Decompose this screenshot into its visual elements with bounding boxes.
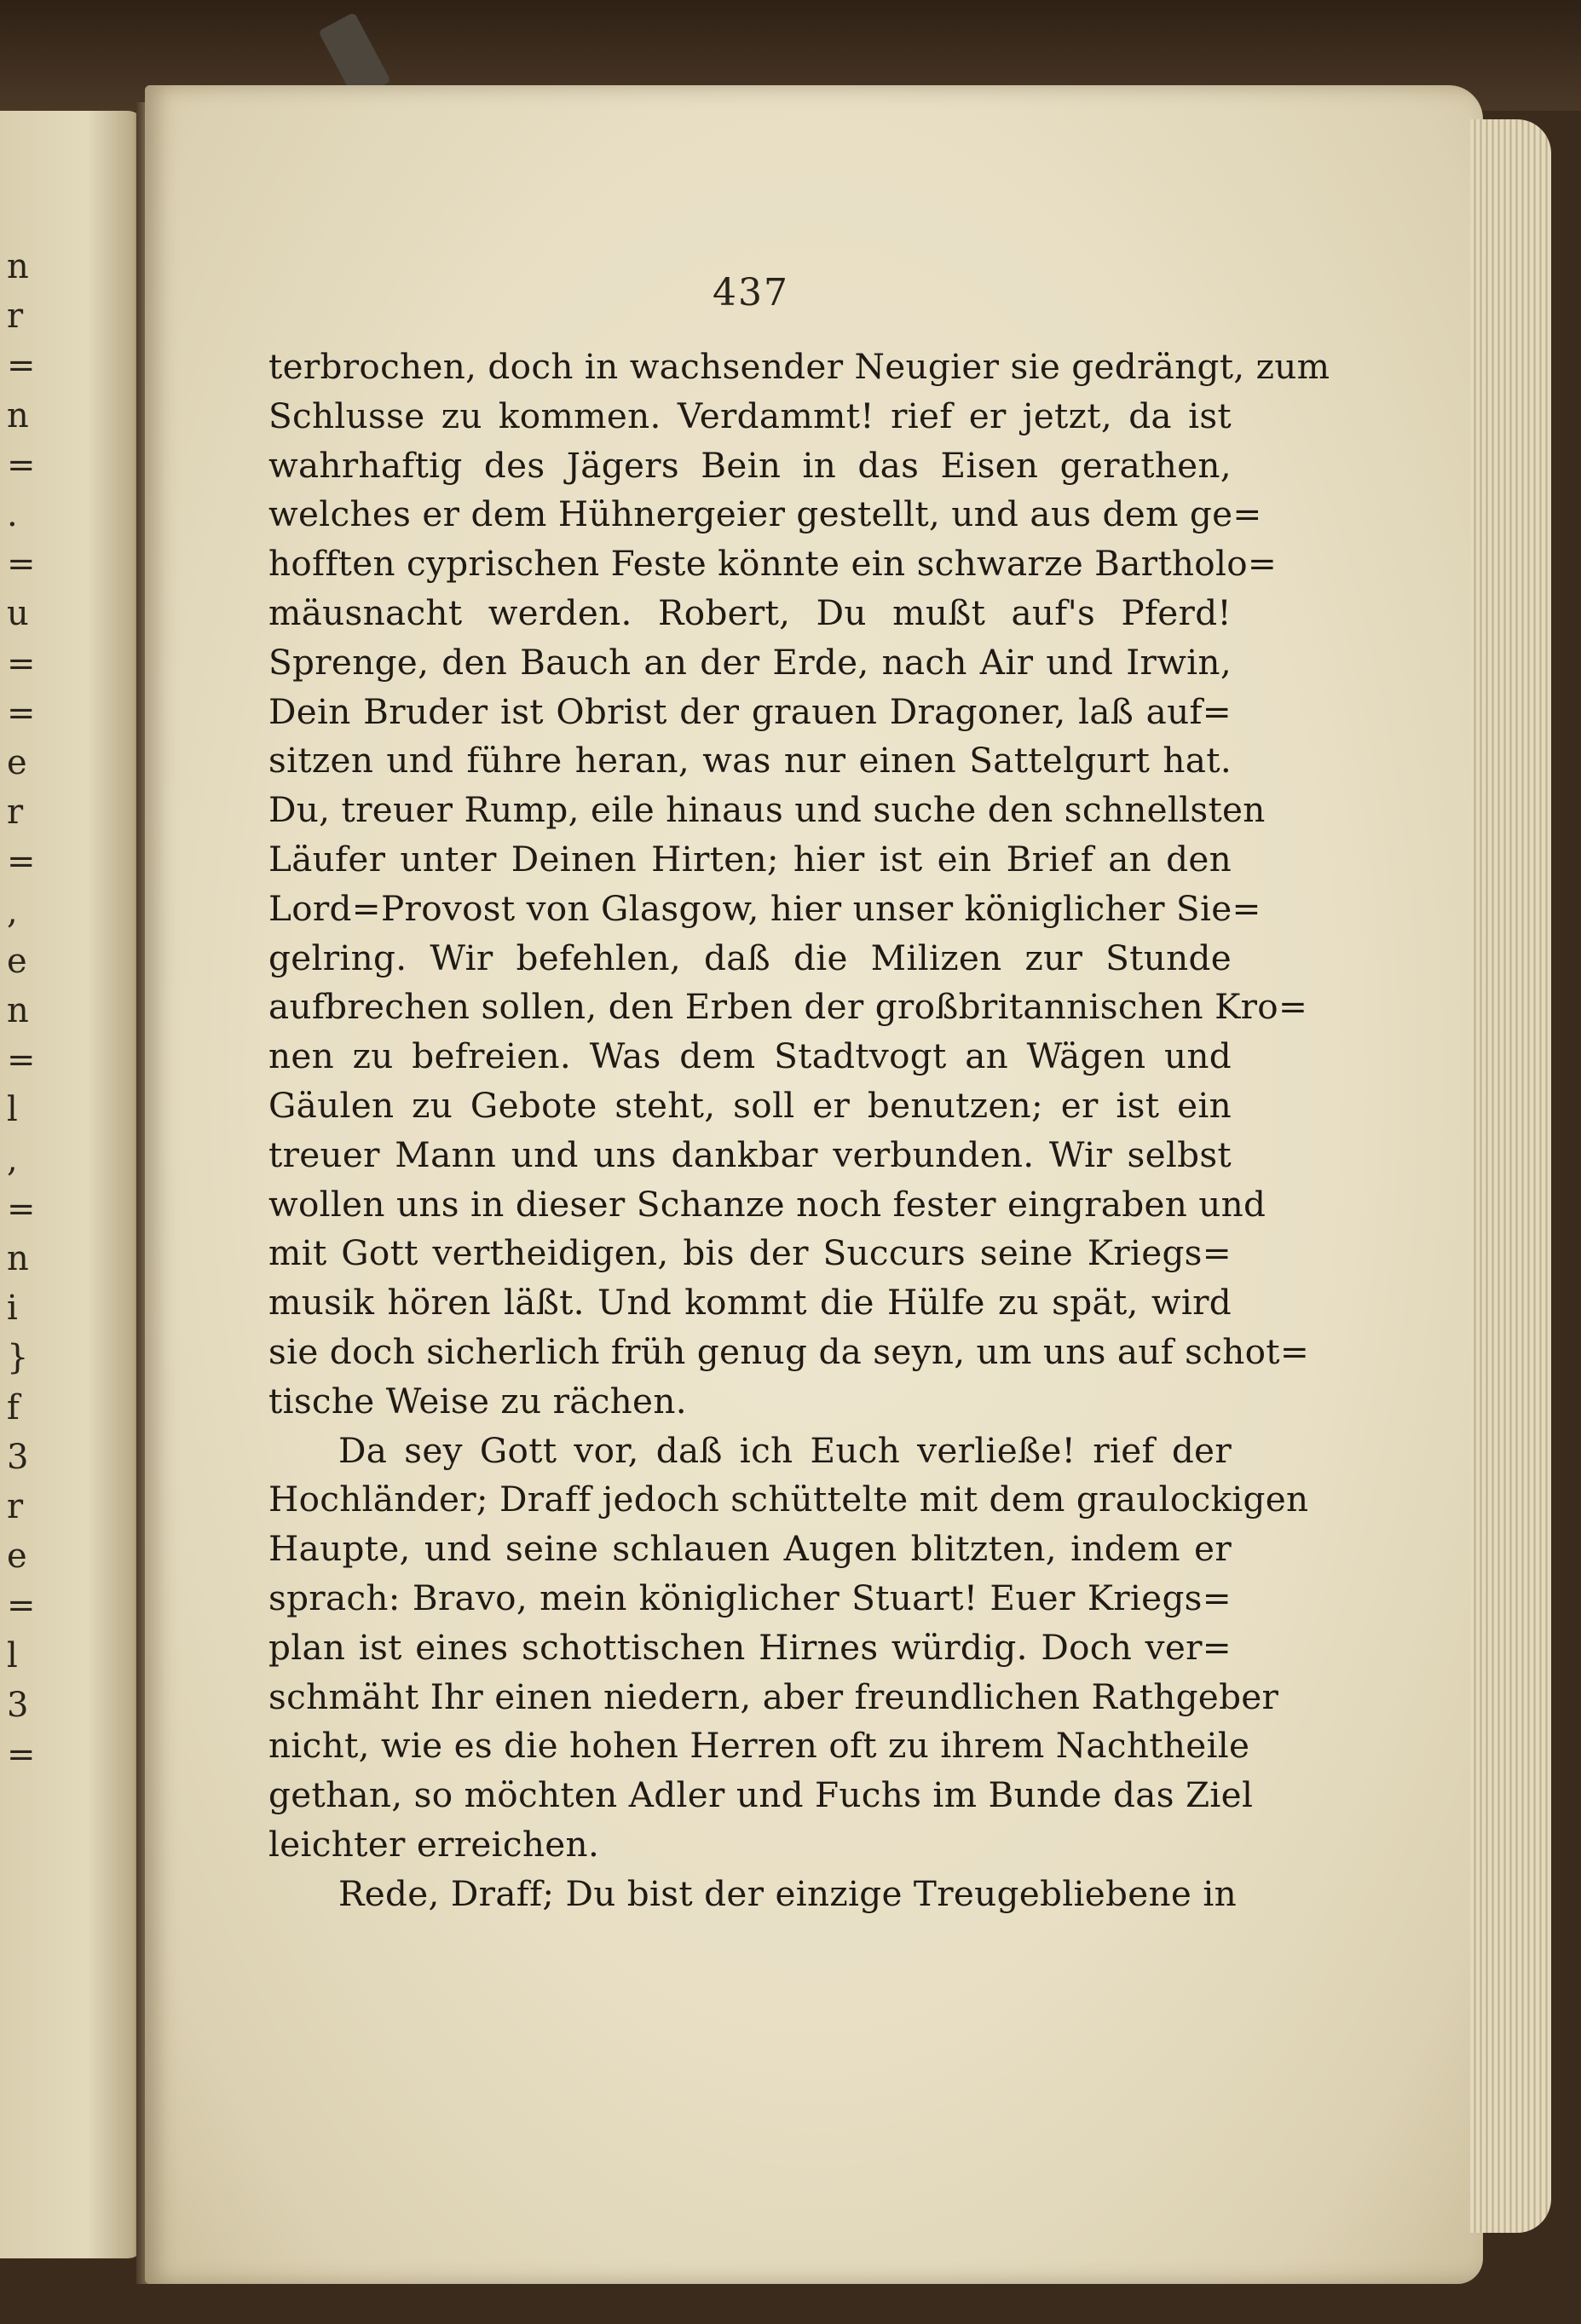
left-page-edge-letter: ,	[7, 891, 18, 931]
left-page-edge-letter: }	[7, 1338, 29, 1378]
left-page-edge-letter: n	[7, 395, 29, 435]
left-page-edge-letter: =	[7, 346, 36, 386]
text-line: Du, treuer Rump, eile hinaus und suche den schnellsten	[268, 789, 1266, 831]
left-page-edge-letter: =	[7, 1735, 36, 1774]
text-line: terbrochen, doch in wachsender Neugier sie gedrängt, zum	[268, 346, 1330, 387]
left-page-edge-letter: i	[7, 1289, 18, 1329]
text-line: treuer Mann und uns dankbar verbunden. Wir selbst	[268, 1133, 1232, 1175]
left-page-edge-letter: r	[7, 1487, 24, 1526]
left-page-edge	[0, 111, 145, 2258]
text-line: welches er dem Hühnergeier gestellt, und aus dem ge=	[268, 493, 1262, 535]
text-line: schmäht Ihr einen niedern, aber freundlichen Rathgeber	[268, 1675, 1279, 1717]
text-line: hofften cyprischen Feste könnte ein schwarze Bartholo=	[268, 543, 1278, 585]
page-stack-edge	[1470, 119, 1551, 2233]
text-line: Haupte, und seine schlauen Augen blitzten, indem er	[268, 1528, 1232, 1570]
text-line: sprach: Bravo, mein königlicher Stuart! Euer Kriegs=	[268, 1577, 1232, 1618]
text-line: Da sey Gott vor, daß ich Euch verließe! rief der	[338, 1429, 1232, 1471]
left-page-edge-letter: =	[7, 1189, 36, 1229]
left-page-edge-letter: =	[7, 1041, 36, 1081]
text-line: aufbrechen sollen, den Erben der großbritannischen Kro=	[268, 986, 1308, 1028]
left-page-edge-letter: =	[7, 643, 36, 683]
left-page-edge-letter: e	[7, 743, 27, 782]
left-page-edge-letter: 3	[7, 1685, 29, 1725]
text-line: Hochländer; Draff jedoch schüttelte mit dem graulockigen	[268, 1479, 1309, 1520]
left-page-edge-letter: ,	[7, 1139, 18, 1179]
left-page-edge-letter: =	[7, 445, 36, 485]
left-page-edge-letter: 3	[7, 1437, 29, 1477]
text-line: Lord=Provost von Glasgow, hier unser königlicher Sie=	[268, 887, 1261, 929]
text-line: nen zu befreien. Was dem Stadtvogt an Wägen und	[268, 1035, 1232, 1077]
left-page-edge-letter: l	[7, 1635, 18, 1675]
left-page-edge-letter: =	[7, 842, 36, 882]
left-page-edge-letter: n	[7, 991, 29, 1030]
left-page-edge-letter: =	[7, 545, 36, 585]
left-page-edge-letter: n	[7, 247, 29, 286]
left-page-edge-letter: e	[7, 941, 27, 981]
text-line: Schlusse zu kommen. Verdammt! rief er jetzt, da ist	[268, 395, 1232, 436]
text-line: Gäulen zu Gebote steht, soll er benutzen; er ist ein	[268, 1084, 1232, 1126]
text-line: sie doch sicherlich früh genug da seyn, um uns auf schot=	[268, 1330, 1310, 1372]
text-line: gelring. Wir befehlen, daß die Milizen zur Stunde	[268, 937, 1232, 978]
left-page-edge-letter: n	[7, 1239, 29, 1278]
text-line: nicht, wie es die hohen Herren oft zu ihrem Nachtheile	[268, 1725, 1250, 1767]
body-text	[268, 343, 1330, 1919]
text-line: mäusnacht werden. Robert, Du mußt auf's Pferd!	[268, 591, 1232, 633]
text-line: Sprenge, den Bauch an der Erde, nach Air und Irwin,	[268, 641, 1232, 683]
text-line: tische Weise zu rächen.	[268, 1380, 687, 1422]
left-page-edge-letter: =	[7, 1586, 36, 1626]
text-line: sitzen und führe heran, was nur einen Sattelgurt hat.	[268, 740, 1232, 781]
left-page-edge-letter: u	[7, 594, 29, 634]
left-page-edge-letter: =	[7, 693, 36, 733]
left-page-edge-letter: .	[7, 495, 18, 534]
left-page-edge-letter: e	[7, 1537, 27, 1577]
left-page-edge-letter: f	[7, 1387, 20, 1427]
text-line: Dein Bruder ist Obrist der grauen Dragoner, laß auf=	[268, 690, 1232, 732]
left-page-edge-letter: l	[7, 1090, 18, 1130]
text-line: leichter erreichen.	[268, 1823, 600, 1865]
text-line: wollen uns in dieser Schanze noch fester eingraben und	[268, 1183, 1267, 1225]
text-line: Läufer unter Deinen Hirten; hier ist ein Brief an den	[268, 838, 1232, 879]
left-page-edge-letter: r	[7, 297, 24, 337]
text-line: mit Gott vertheidigen, bis der Succurs seine Kriegs=	[268, 1232, 1232, 1274]
text-line: gethan, so möchten Adler und Fuchs im Bunde das Ziel	[268, 1774, 1254, 1816]
text-line: musik hören läßt. Und kommt die Hülfe zu spät, wird	[268, 1282, 1232, 1323]
text-line: wahrhaftig des Jägers Bein in das Eisen gerathen,	[268, 444, 1232, 486]
text-line: plan ist eines schottischen Hirnes würdig. Doch ver=	[268, 1626, 1232, 1668]
text-line: Rede, Draff; Du bist der einzige Treugebliebene in	[338, 1872, 1237, 1914]
page-number: 437	[713, 271, 789, 314]
left-page-edge-letter: r	[7, 793, 24, 833]
